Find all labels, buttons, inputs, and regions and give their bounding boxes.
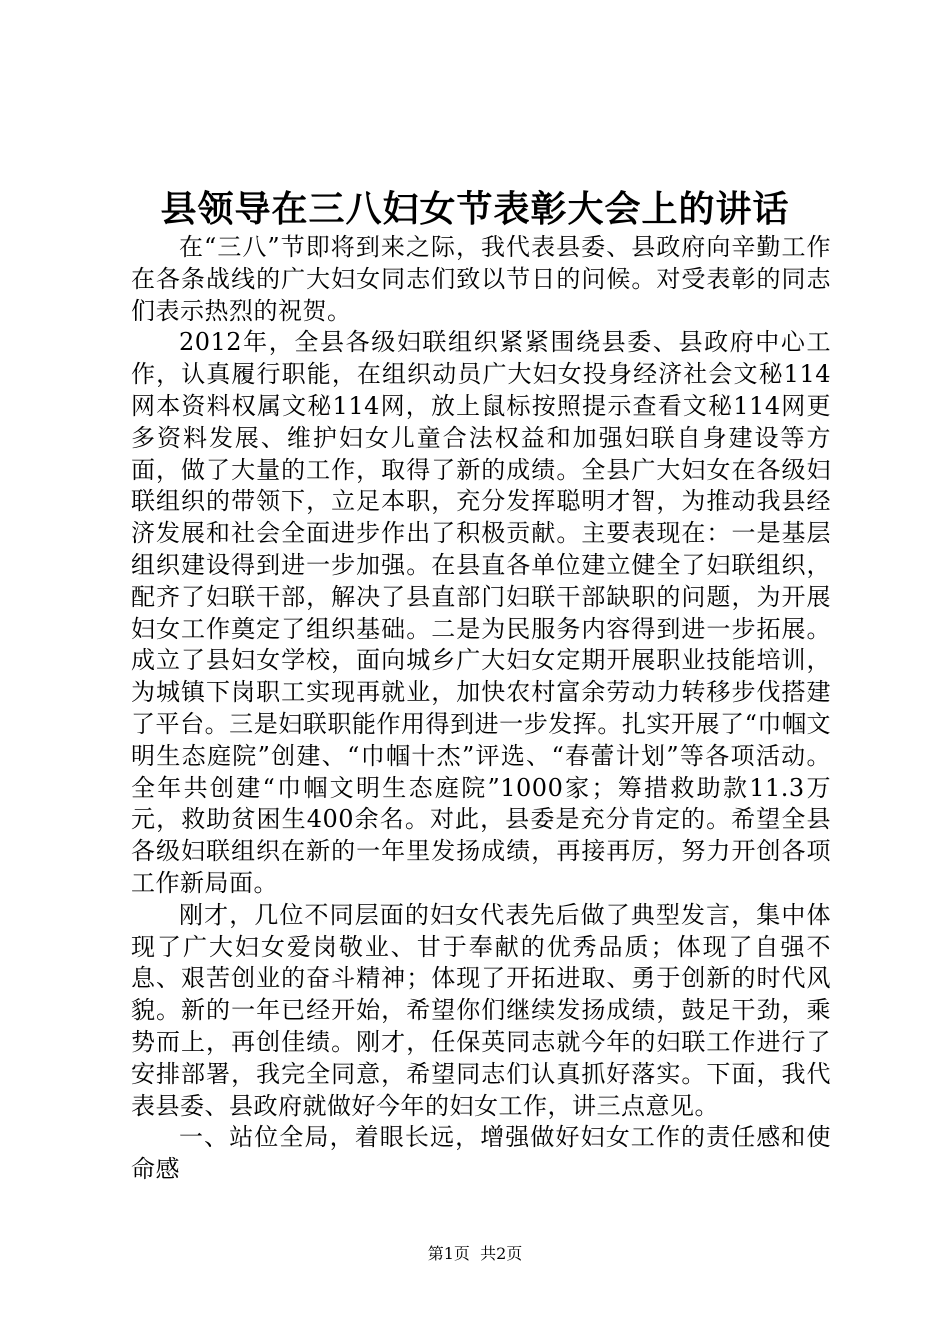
paragraph-section-heading: 一、站位全局，着眼长远，增强做好妇女工作的责任感和使命感 [131,1123,831,1184]
page-number: 第1页 [427,1244,470,1263]
page-footer [0,1243,950,1265]
paragraph-greeting: 在“三八”节即将到来之际，我代表县委、县政府向辛勤工作在各条战线的广大妇女同志们致以节日的问候。对受表彰的同志们表示热烈的祝贺。 [131,233,831,325]
page-total: 共2页 [480,1244,523,1263]
document-body [131,232,831,1186]
document-title: 县领导在三八妇女节表彰大会上的讲话 [160,188,790,230]
paragraph-achievements: 2012年，全县各级妇联组织紧紧围绕县委、县政府中心工作，认真履行职能，在组织动员广大妇女投身经济社会文秘114网本资料权属文秘114网，放上鼠标按照提示查看文秘114网更多资料发展、维护妇女儿童合法权益和加强妇联自身建设等方面，做了大量的工作，取得了新的成绩。全县广大妇女在各级妇联组织的带领下，立足本职，充分发挥聪明才智，为推动我县经济发展和社会全面进步作出了积极贡献。主要表现在：一是基层组织建设得到进一步加强。在县直各单位建立健全了妇联组织，配齐了妇联干部，解决了县直部门妇联干部缺职的问题，为开展妇女工作奠定了组织基础。二是为民服务内容得到进一步拓展。成立了县妇女学校，面向城乡广大妇女定期开展职业技能培训，为城镇下岗职工实现再就业，加快农村富余劳动力转移步伐搭建了平台。三是妇联职能作用得到进一步发挥。扎实开展了“巾帼文明生态庭院”创建、“巾帼十杰”评选、“春蕾计划”等各项活动。全年共创建“巾帼文明生态庭院”1000家；筹措救助款11.3万元，救助贫困生400余名。对此，县委是充分肯定的。希望全县各级妇联组织在新的一年里发扬成绩，再接再厉，努力开创各项工作新局面。 [131,328,831,897]
paragraph-speeches: 刚才，几位不同层面的妇女代表先后做了典型发言，集中体现了广大妇女爱岗敬业、甘于奉献的优秀品质；体现了自强不息、艰苦创业的奋斗精神；体现了开拓进取、勇于创新的时代风貌。新的一年已经开始，希望你们继续发扬成绩，鼓足干劲，乘势而上，再创佳绩。刚才，任保英同志就今年的妇联工作进行了安排部署，我完全同意，希望同志们认真抓好落实。下面，我代表县委、县政府就做好今年的妇女工作，讲三点意见。 [131,900,831,1120]
